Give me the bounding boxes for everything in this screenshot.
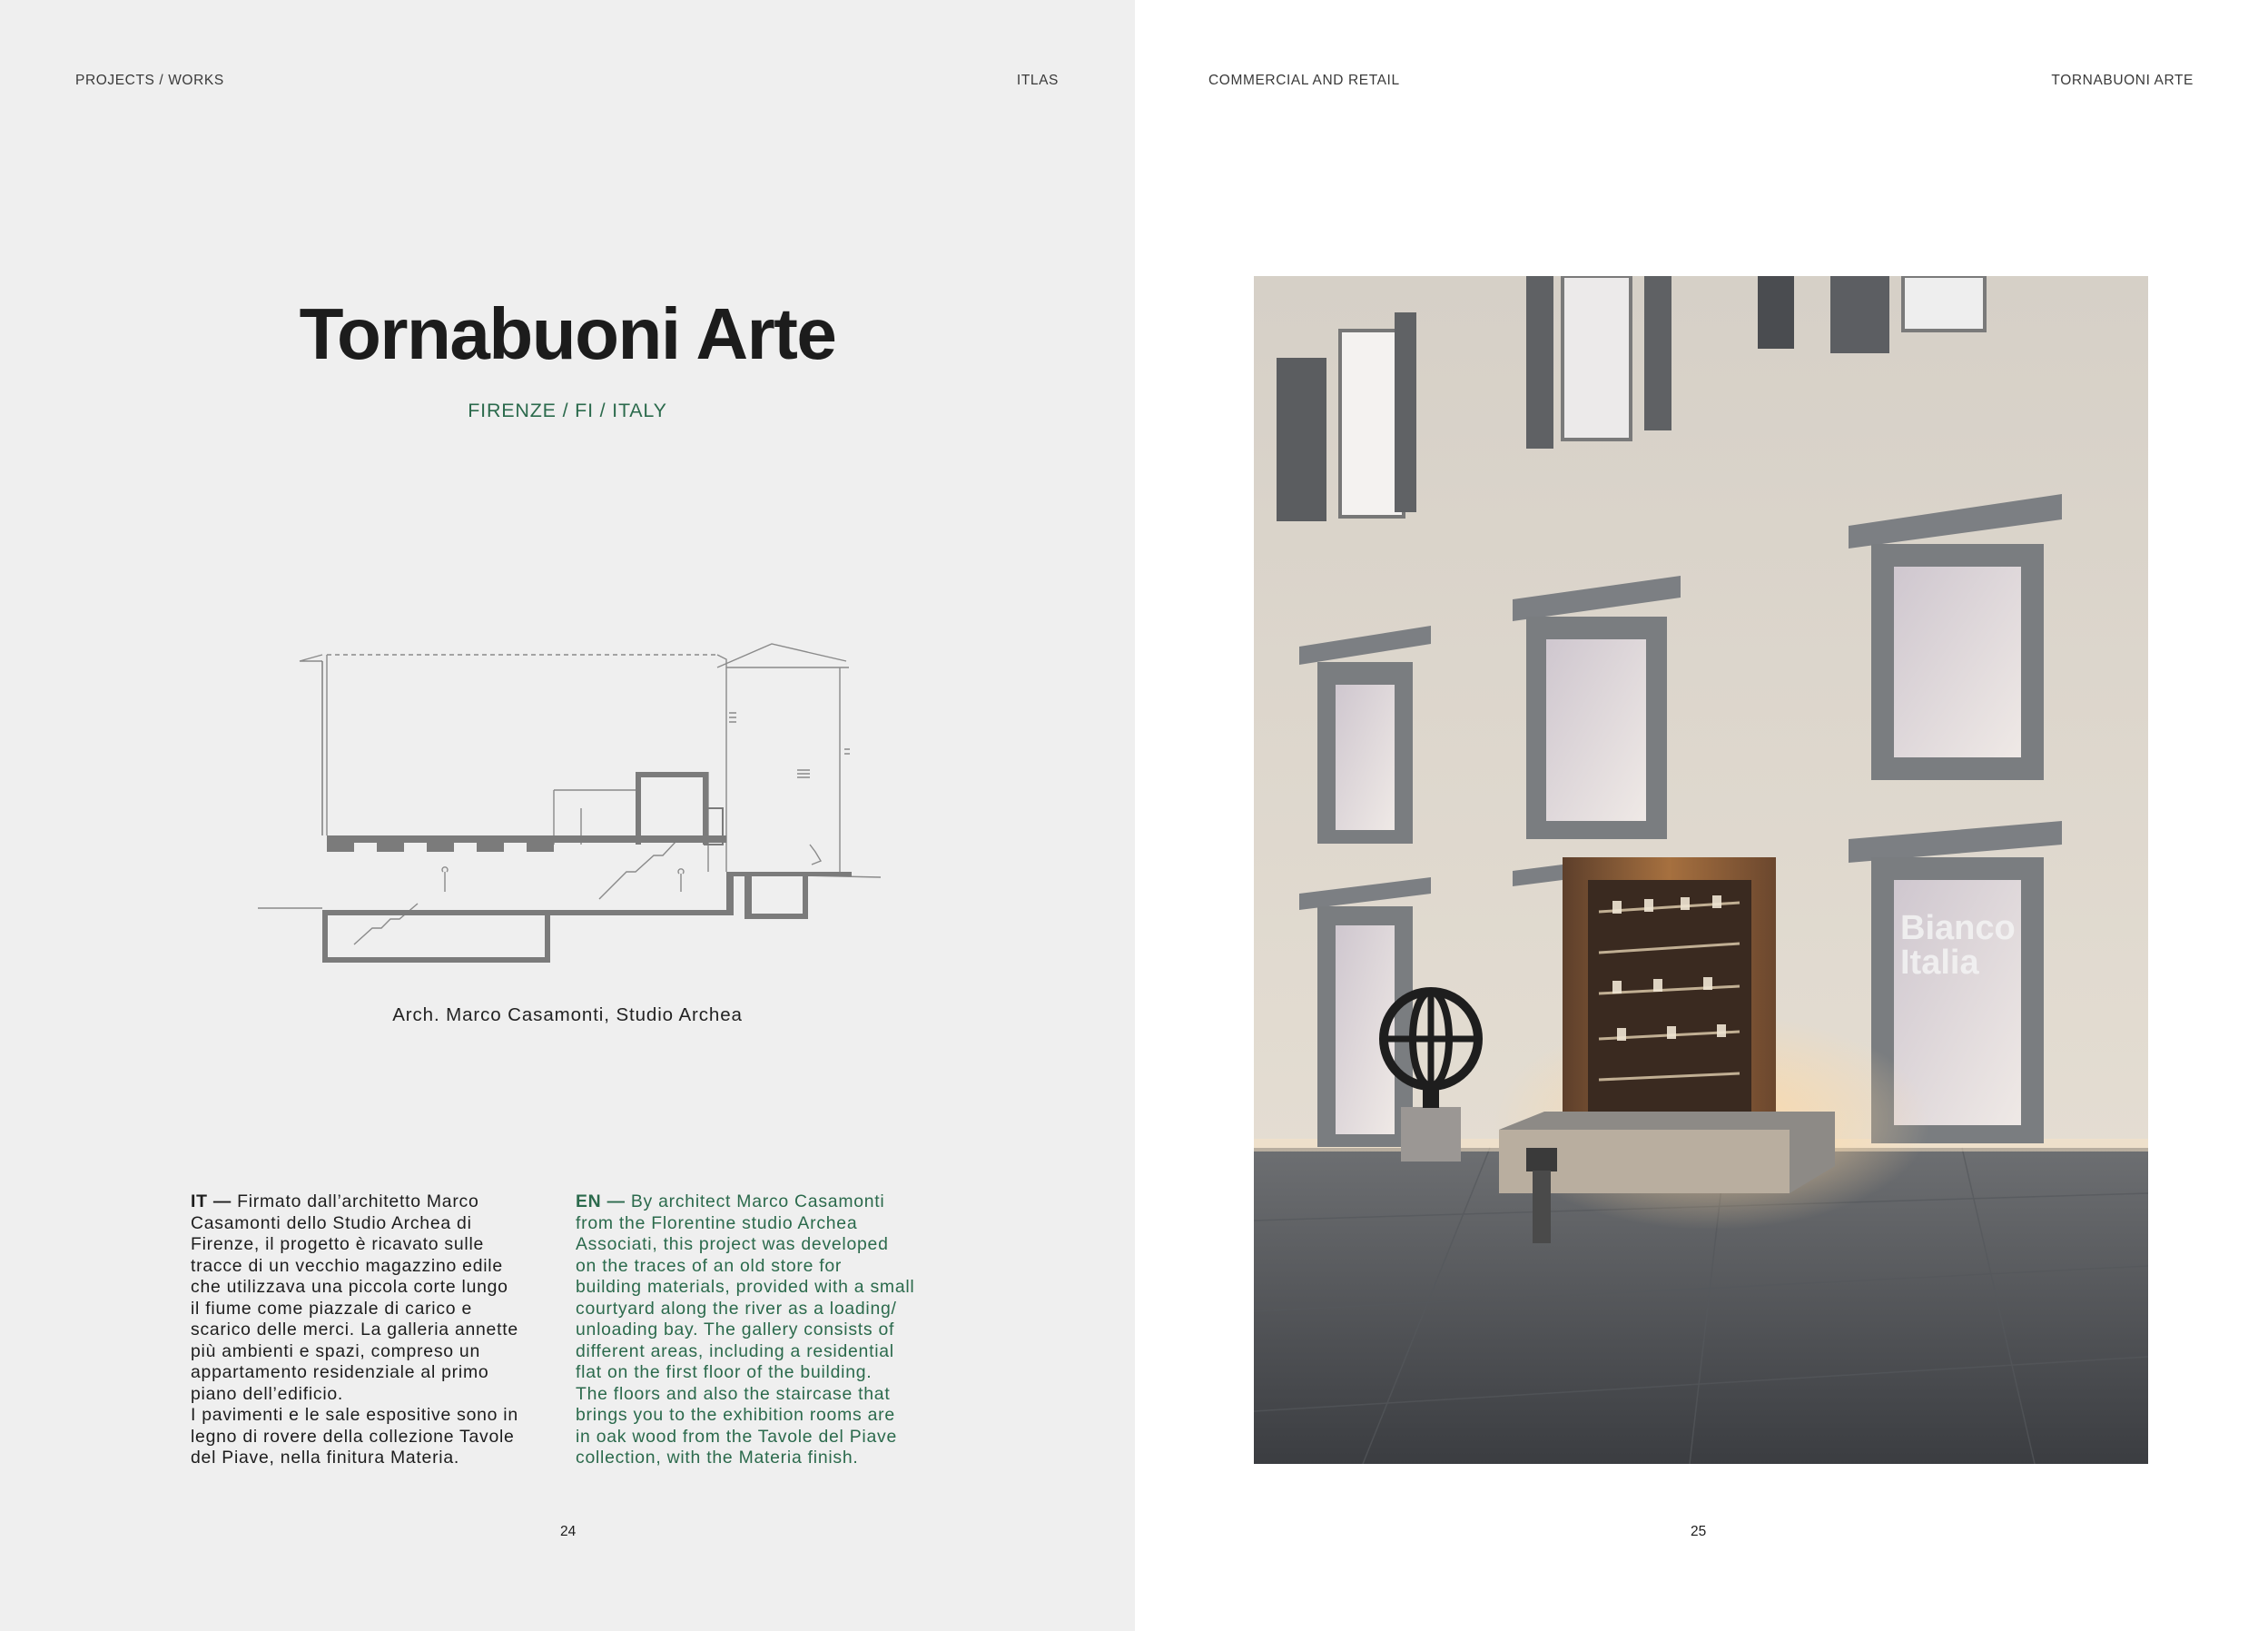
english-description <box>576 1191 948 1469</box>
italian-line: I pavimenti e le sale espositive sono in <box>191 1405 518 1425</box>
section-drawing <box>254 627 890 963</box>
project-location: FIRENZE / FI / ITALY <box>468 400 667 421</box>
english-line: The floors and also the staircase that <box>576 1383 891 1404</box>
english-line: brings you to the exhibition rooms are <box>576 1405 895 1425</box>
section-label: COMMERCIAL AND RETAIL <box>1208 73 1400 88</box>
italian-line: scarico delle merci. La galleria annette <box>191 1320 518 1339</box>
project-label: TORNABUONI ARTE <box>2051 73 2194 88</box>
facade-photo <box>1254 276 2148 1464</box>
english-line: on the traces of an old store for <box>576 1255 843 1276</box>
english-line: flat on the first floor of the building. <box>576 1362 873 1382</box>
italian-line: che utilizzava una piccola corte lungo <box>191 1277 508 1297</box>
italian-line: appartamento residenziale al primo <box>191 1362 489 1382</box>
drawing-caption: Arch. Marco Casamonti, Studio Archea <box>392 1004 743 1025</box>
page-number: 24 <box>560 1524 577 1539</box>
english-line: courtyard along the river as a loading/ <box>576 1298 897 1319</box>
english-line: different areas, including a residential <box>576 1340 894 1361</box>
italian-line: piano dell’edificio. <box>191 1383 344 1404</box>
english-line: Associati, this project was developed <box>576 1234 889 1254</box>
project-title: Tornabuoni Arte <box>299 293 836 374</box>
english-line: building materials, provided with a small <box>576 1277 915 1297</box>
english-line: from the Florentine studio Archea <box>576 1212 858 1233</box>
section-breadcrumb: PROJECTS / WORKS <box>75 73 224 88</box>
english-line-0: EN — By architect Marco Casamonti <box>576 1191 885 1211</box>
italian-line: Firenze, il progetto è ricavato sulle <box>191 1234 485 1254</box>
italian-line: Casamonti dello Studio Archea di <box>191 1212 472 1233</box>
brand-label: ITLAS <box>1016 73 1059 88</box>
english-line: in oak wood from the Tavole del Piave <box>576 1426 897 1447</box>
italian-line-0: IT — Firmato dall’architetto Marco <box>191 1191 479 1211</box>
italian-description <box>191 1191 549 1469</box>
italian-line: più ambienti e spazi, compreso un <box>191 1340 480 1361</box>
right-page <box>1135 0 2268 1631</box>
italian-line: il fiume come piazzale di carico e <box>191 1298 473 1319</box>
english-line: unloading bay. The gallery consists of <box>576 1320 895 1339</box>
english-line: collection, with the Materia finish. <box>576 1448 859 1468</box>
page-number: 25 <box>1691 1524 1707 1539</box>
italian-line: del Piave, nella finitura Materia. <box>191 1448 460 1468</box>
window-lettering: Bianco Italia <box>1900 909 2016 982</box>
italian-line: tracce di un vecchio magazzino edile <box>191 1255 503 1276</box>
italian-line: legno di rovere della collezione Tavole <box>191 1426 515 1447</box>
